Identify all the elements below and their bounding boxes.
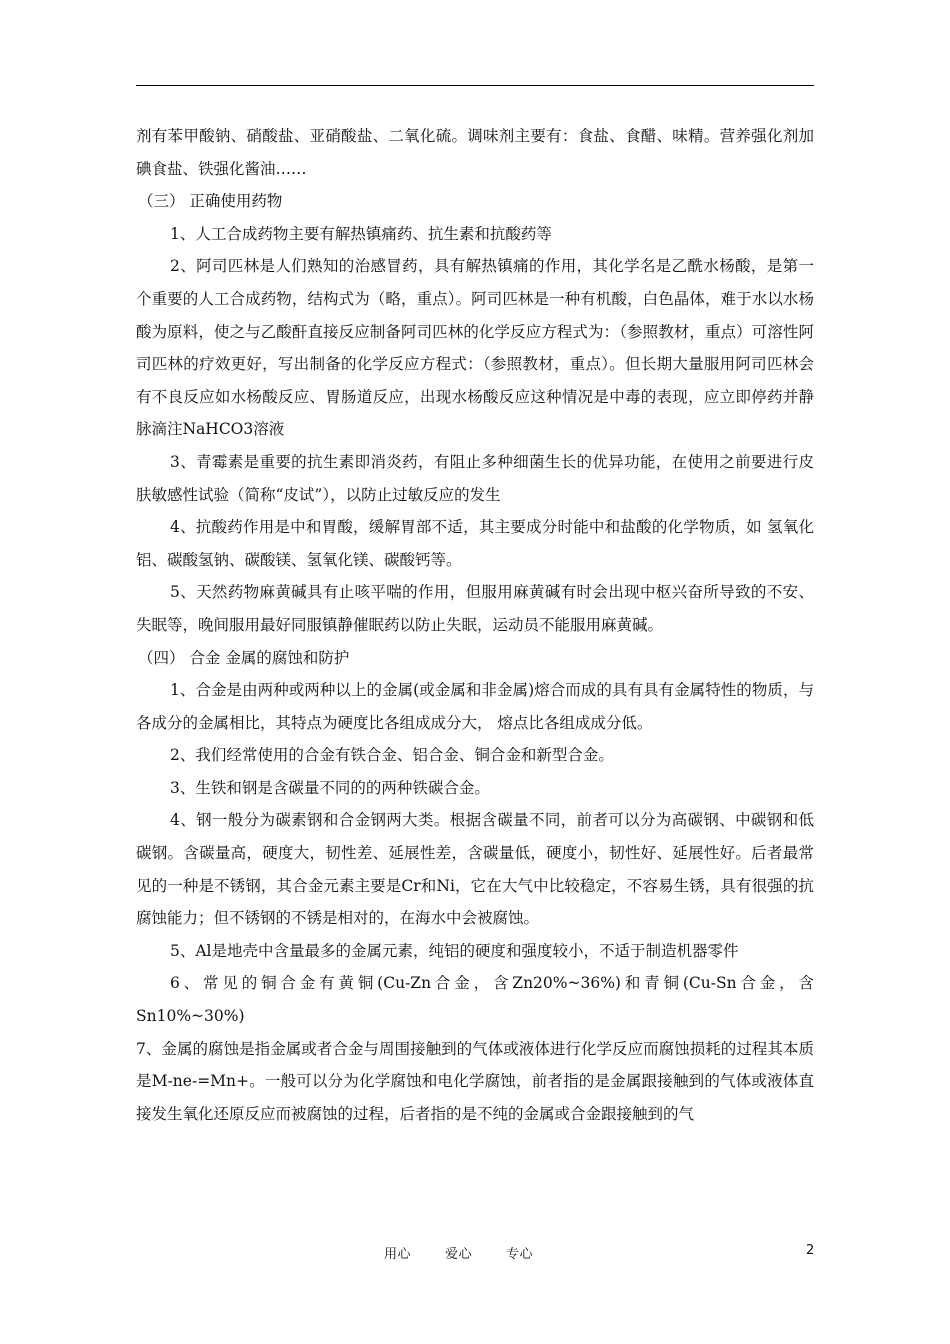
paragraph: 7、金属的腐蚀是指金属或者合金与周围接触到的气体或液体进行化学反应而腐蚀损耗的过程其本质是M-ne-=Mn+。一般可以分为化学腐蚀和电化学腐蚀，前者指的是金属跟接触到的气体或液体直接发生氧化还原反应而被腐蚀的过程，后者指的是不纯的金属或合金跟接触到的气 (136, 1039, 814, 1123)
footer-motto-word: 用心 (384, 1247, 412, 1262)
paragraph: 5、Al是地壳中含量最多的金属元素，纯铝的硬度和强度较小，不适于制造机器零件 (170, 941, 739, 960)
paragraph: 3、生铁和钢是含碳量不同的的两种铁碳合金。 (170, 778, 490, 797)
paragraph: 2、我们经常使用的合金有铁合金、铝合金、铜合金和新型合金。 (170, 746, 614, 765)
paragraph: 剂有苯甲酸钠、硝酸盐、亚硝酸盐、二氧化硫。调味剂主要有：食盐、食醋、味精。营养强化剂加碘食盐、铁强化酱油…… (136, 127, 814, 178)
section-heading-3: （三） 正确使用药物 (138, 192, 283, 211)
footer-motto (384, 1243, 567, 1262)
paragraph: 4、抗酸药作用是中和胃酸，缓解胃部不适，其主要成分时能中和盐酸的化学物质，如 氢氧化铝、碳酸氢钠、碳酸镁、氢氧化镁、碳酸钙等。 (136, 518, 814, 569)
section-heading-4: （四） 合金 金属的腐蚀和防护 (138, 648, 350, 667)
paragraph: 5、天然药物麻黄碱具有止咳平喘的作用，但服用麻黄碱有时会出现中枢兴奋所导致的不安、失眠等，晚间服用最好同服镇静催眠药以防止失眠，运动员不能服用麻黄碱。 (136, 583, 814, 634)
header-rule (136, 85, 814, 86)
page-body (136, 120, 814, 1130)
paragraph: 6、常见的铜合金有黄铜(Cu-Zn合金，含Zn20%~36%)和青铜(Cu-Sn合金，含Sn10%~30%) (136, 974, 814, 1026)
paragraph: 3、青霉素是重要的抗生素即消炎药，有阻止多种细菌生长的优异功能，在使用之前要进行皮肤敏感性试验（简称“皮试”），以防止过敏反应的发生 (136, 452, 814, 504)
paragraph: 1、人工合成药物主要有解热镇痛药、抗生素和抗酸药等 (170, 224, 552, 243)
paragraph: 2、阿司匹林是人们熟知的治感冒药，具有解热镇痛的作用，其化学名是乙酰水杨酸，是第一个重要的人工合成药物，结构式为（略，重点）。阿司匹林是一种有机酸，白色晶体，难于水以水杨酸为原料，使之与乙酸酐直接反应制备阿司匹林的化学反应方程式为：（参照教材，重点）可溶性阿司匹林的疗效更好，写出制备的化学反应方程式：（参照教材，重点）。但长期大量服用阿司匹林会有不良反应如水杨酸反应、胃肠道反应，出现水杨酸反应这种情况是中毒的表现，应立即停药并静脉滴注NaHCO3溶液 (136, 257, 814, 439)
page-number: 2 (806, 1243, 815, 1258)
paragraph: 4、钢一般分为碳素钢和合金钢两大类。根据含碳量不同，前者可以分为高碳钢、中碳钢和低碳钢。含碳量高，硬度大，韧性差、延展性差，含碳量低，硬度小，韧性好、延展性好。后者最常见的一种是不锈钢，其合金元素主要是Cr和Ni，它在大气中比较稳定，不容易生锈，具有很强的抗腐蚀能力；但不锈钢的不锈是相对的，在海水中会被腐蚀。 (136, 811, 814, 928)
footer-motto-word: 专心 (506, 1247, 534, 1262)
page-footer (0, 1243, 950, 1267)
paragraph: 1、合金是由两种或两种以上的金属(或金属和非金属)熔合而成的具有具有金属特性的物质，与各成分的金属相比，其特点为硬度比各组成成分大， 熔点比各组成成分低。 (136, 681, 814, 732)
footer-motto-word: 爱心 (445, 1247, 473, 1262)
